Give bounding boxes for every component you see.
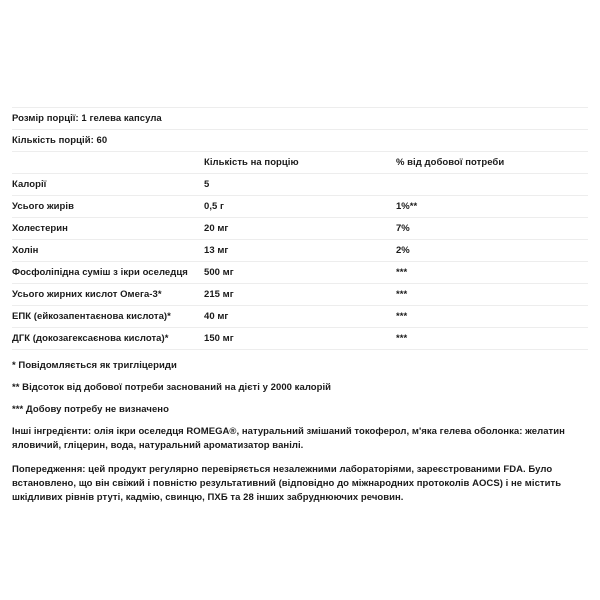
nutrient-amount: 13 мг: [203, 245, 229, 256]
nutrient-percent: ***: [395, 333, 408, 344]
table-row: [12, 240, 588, 262]
table-row: [12, 218, 588, 240]
nutrient-percent: ***: [395, 311, 408, 322]
serving-size-text: Розмір порції: 1 гелева капсула: [12, 113, 162, 124]
nutrient-percent: 1%**: [395, 201, 418, 212]
nutrient-percent: 7%: [395, 223, 410, 234]
nutrient-name: Фосфоліпідна суміш з ікри оселедця: [12, 267, 188, 278]
nutrient-amount: 40 мг: [203, 311, 229, 322]
other-ingredients-paragraph: Інші інгредієнти: олія ікри оселедця ROMEGA®, натуральний змішаний токоферол, м'яка гелева оболонка: желатин яловичий, гліцерин, вода, натуральний ароматизатор ванілі.: [12, 426, 565, 451]
footnote-double-asterisk: ** Відсоток від добової потреби заснований на дієті у 2000 калорій: [12, 382, 332, 393]
nutrient-name: ЕПК (ейкозапентаєнова кислота)*: [12, 311, 171, 322]
column-header-amount-per-serving: Кількість на порцію: [203, 157, 299, 168]
nutrient-name: Калорії: [12, 179, 47, 190]
table-row: [12, 196, 588, 218]
nutrient-name: Холестерин: [12, 223, 68, 234]
nutrient-name: Усього жирів: [12, 201, 74, 212]
table-header-row: [12, 152, 588, 174]
nutrient-amount: 20 мг: [203, 223, 229, 234]
table-row: [12, 262, 588, 284]
nutrient-percent: ***: [395, 289, 408, 300]
serving-size-row: [12, 108, 588, 130]
column-header-name: [12, 152, 204, 174]
footnote-triple-asterisk: *** Добову потребу не визначено: [12, 404, 169, 415]
nutrient-amount: 0,5 г: [203, 201, 225, 212]
nutrient-amount: 215 мг: [203, 289, 234, 300]
nutrient-percent: ***: [395, 267, 408, 278]
servings-per-container-row: [12, 130, 588, 152]
table-row: [12, 306, 588, 328]
nutrient-name: Холін: [12, 245, 39, 256]
table-row: [12, 328, 588, 350]
supplement-facts-table: [12, 107, 588, 350]
nutrient-percent: 2%: [395, 245, 410, 256]
nutrient-name: Усього жирних кислот Омега-3*: [12, 289, 162, 300]
nutrient-amount: 150 мг: [203, 333, 234, 344]
table-row: [12, 284, 588, 306]
column-header-percent-daily-value: % від добової потреби: [395, 157, 505, 168]
top-spacer: [0, 0, 600, 107]
table-row: [12, 174, 588, 196]
table-body: [12, 108, 588, 350]
nutrient-percent: [396, 174, 588, 196]
footnote-single-asterisk: * Повідомляється як тригліцериди: [12, 360, 177, 371]
warning-paragraph: Попередження: цей продукт регулярно перевіряється незалежними лабораторіями, зареєстрованими FDA. Було встановлено, що він свіжий і повністю результативний (відповідно до міжнародних протоколів AOCS) і не містить шкідливих рівнів ртуті, кадмію, свинцю, ПХБ та 28 інших забруднюючих речовин.: [12, 464, 562, 503]
servings-per-container-text: Кількість порцій: 60: [12, 135, 108, 146]
nutrient-amount: 5: [203, 179, 210, 190]
nutrient-name: ДГК (докозагексаєнова кислота)*: [12, 333, 169, 344]
nutrient-amount: 500 мг: [203, 267, 234, 278]
footnotes-section: [12, 350, 588, 505]
